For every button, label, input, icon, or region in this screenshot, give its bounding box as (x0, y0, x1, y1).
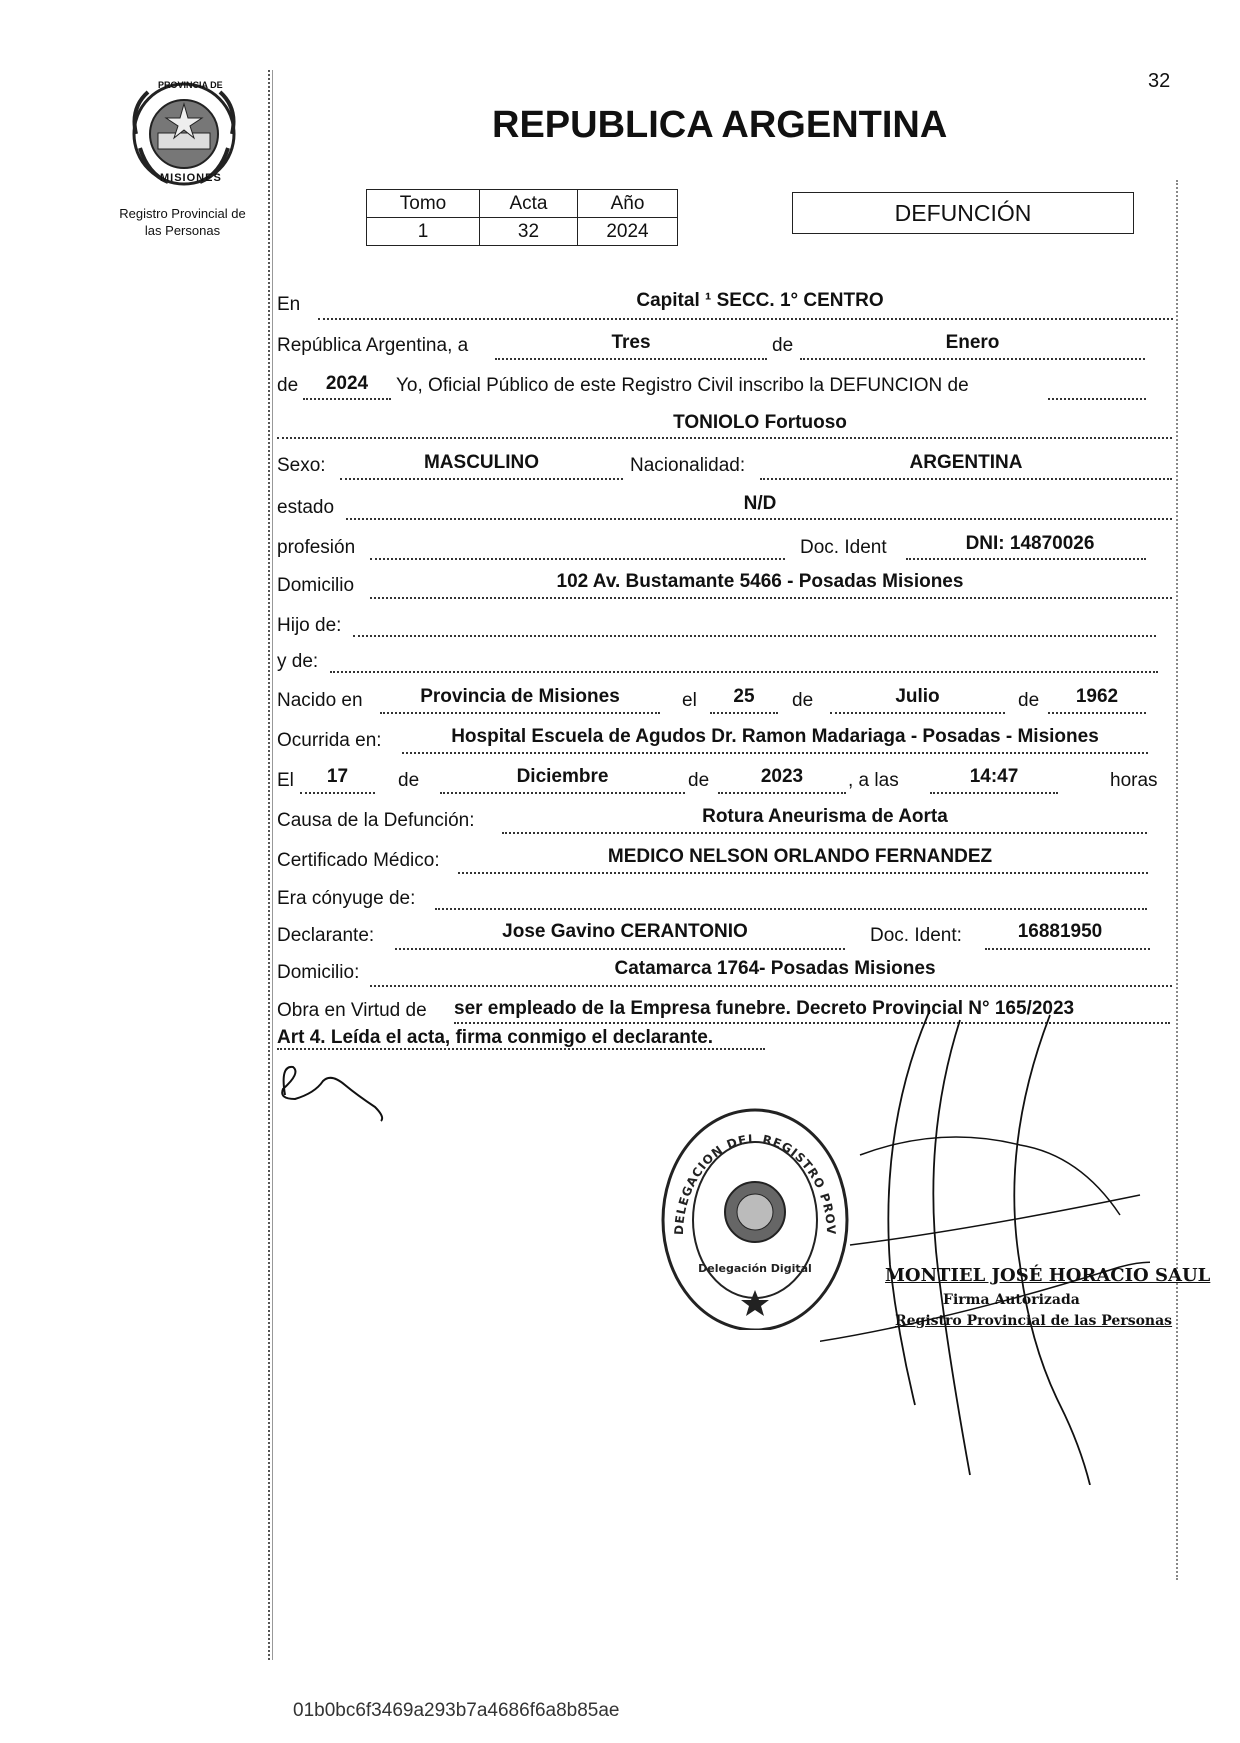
certificado-label: Certificado Médico: (277, 850, 440, 871)
obra-value-1: ser empleado de la Empresa funebre. Decreto Provincial N° 165/2023 (454, 998, 1075, 1019)
declarante-label: Declarante: (277, 925, 375, 946)
domicilio-line (370, 597, 1172, 599)
logo-text-bottom: MISIONES (160, 172, 222, 184)
conyuge-line (435, 908, 1147, 910)
nacido-label: Nacido en (277, 690, 363, 711)
death-month: Diciembre (516, 766, 609, 787)
registry-line-1: Registro Provincial de (119, 206, 246, 221)
death-day-line (300, 792, 375, 794)
doc-ident-label: Doc. Ident (800, 537, 887, 558)
obra-value-2: Art 4. Leída el acta, firma conmigo el declarante. (277, 1027, 714, 1048)
death-day: 17 (326, 766, 349, 787)
estado-value: N/D (743, 493, 777, 514)
sexo-label: Sexo: (277, 455, 326, 476)
registry-line-2: las Personas (144, 223, 221, 238)
declarante-value: Jose Gavino CERANTONIO (502, 921, 748, 942)
birth-year: 1962 (1075, 686, 1119, 707)
nacionalidad-label: Nacionalidad: (630, 455, 746, 476)
certificado-line (458, 872, 1148, 874)
declarant-signature (275, 1055, 415, 1125)
en-value: Capital ¹ SECC. 1° CENTRO (636, 290, 884, 311)
domicilio-value: 102 Av. Bustamante 5466 - Posadas Misiones (556, 571, 964, 592)
sexo-value: MASCULINO (423, 452, 540, 473)
causa-label: Causa de la Defunción: (277, 810, 475, 831)
profesion-line (370, 558, 785, 560)
en-line (318, 318, 1173, 320)
nacido-line (380, 712, 660, 714)
page-number: 32 (1148, 70, 1171, 92)
page-title: REPUBLICA ARGENTINA (492, 104, 948, 146)
tomo-header: Tomo (367, 190, 480, 218)
causa-value: Rotura Aneurisma de Aorta (702, 806, 948, 827)
deceased-name: TONIOLO Fortuoso (673, 412, 847, 433)
obra-label: Obra en Virtud de (277, 1000, 427, 1021)
day-value: Tres (611, 332, 651, 353)
en-label: En (277, 294, 301, 315)
de-label-3: de (792, 690, 814, 711)
domicilio-value-2: Catamarca 1764- Posadas Misiones (614, 958, 936, 979)
record-table (366, 189, 678, 246)
month-value: Enero (945, 332, 1000, 353)
signatory-name: MONTIEL JOSÉ HORACIO SAUL (885, 1265, 1211, 1286)
anio-header: Año (578, 190, 678, 218)
rep-label: República Argentina, a (277, 335, 469, 356)
doc-ident-label-2: Doc. Ident: (870, 925, 962, 946)
ocurrida-label: Ocurrida en: (277, 730, 382, 751)
causa-line (502, 832, 1147, 834)
domicilio-line-2 (370, 985, 1172, 987)
nacionalidad-line (760, 478, 1172, 480)
declarante-line (395, 948, 845, 950)
inscribo-text: Yo, Oficial Público de este Registro Civil inscribo la DEFUNCION de (396, 375, 969, 396)
seal-center-text: Delegación Digital (698, 1262, 812, 1275)
document-type-box (792, 192, 1134, 234)
el-label: el (682, 690, 697, 711)
de-label-4: de (1018, 690, 1040, 711)
left-margin-line-2 (272, 70, 273, 1660)
logo-text-top: PROVINCIA DE (158, 80, 223, 90)
death-year: 2023 (760, 766, 804, 787)
death-month-line (440, 792, 685, 794)
estado-label: estado (277, 497, 335, 518)
ocurrida-value: Hospital Escuela de Agudos Dr. Ramon Madariaga - Posadas - Misiones (451, 726, 1099, 747)
signatory-role: Firma Autorizada (943, 1292, 1080, 1308)
de-label-5: de (398, 770, 420, 791)
seal-ring-text: DELEGACION DEL REGISTRO PROV (671, 1131, 839, 1236)
right-margin-line (1176, 180, 1178, 1580)
month-line (800, 358, 1145, 360)
name-line (277, 437, 1172, 439)
profesion-label: profesión (277, 537, 356, 558)
registry-name (95, 205, 270, 239)
birth-day: 25 (733, 686, 755, 707)
footer-hash: 01b0bc6f3469a293b7a4686f6a8b85ae (293, 1700, 620, 1721)
nacido-value: Provincia de Misiones (420, 686, 620, 707)
horas-label: horas (1110, 770, 1158, 791)
nacionalidad-value: ARGENTINA (909, 452, 1023, 473)
year-line (303, 398, 391, 400)
birth-month-line (830, 712, 1005, 714)
acta-header: Acta (480, 190, 578, 218)
domicilio-label: Domicilio (277, 575, 355, 596)
left-margin-line (268, 70, 270, 1660)
sexo-line (340, 478, 623, 480)
declarante-doc-line (985, 948, 1150, 950)
el-death-label: El (277, 770, 294, 791)
a-las-label: , a las (848, 770, 899, 791)
y-de-line (330, 671, 1158, 673)
document-type: DEFUNCIÓN (894, 200, 1032, 226)
death-time: 14:47 (969, 766, 1019, 787)
y-de-label: y de: (277, 651, 319, 672)
day-line (495, 358, 767, 360)
signatory-entity: Registro Provincial de las Personas (895, 1313, 1173, 1329)
acta-value: 32 (480, 218, 578, 246)
certificado-value: MEDICO NELSON ORLANDO FERNANDEZ (607, 846, 993, 867)
estado-line (346, 518, 1172, 520)
birth-day-line (710, 712, 778, 714)
year-value: 2024 (325, 373, 369, 394)
obra-line-2 (277, 1048, 765, 1050)
hijo-line (353, 635, 1156, 637)
de-label-1: de (772, 335, 794, 356)
anio-value: 2024 (578, 218, 678, 246)
declarante-doc: 16881950 (1017, 921, 1103, 942)
tomo-value: 1 (367, 218, 480, 246)
conyuge-label: Era cónyuge de: (277, 888, 416, 909)
doc-ident-line (906, 558, 1146, 560)
de-label-6: de (688, 770, 710, 791)
birth-month: Julio (895, 686, 940, 707)
ocurrida-line (402, 752, 1148, 754)
doc-ident-value: DNI: 14870026 (965, 533, 1095, 554)
birth-year-line (1048, 712, 1146, 714)
death-time-line (930, 792, 1058, 794)
official-signature (820, 1005, 1150, 1485)
hijo-label: Hijo de: (277, 615, 342, 636)
inscribo-line (1048, 398, 1146, 400)
death-year-line (718, 792, 846, 794)
de-label-2: de (277, 375, 299, 396)
domicilio-label-2: Domicilio: (277, 962, 360, 983)
